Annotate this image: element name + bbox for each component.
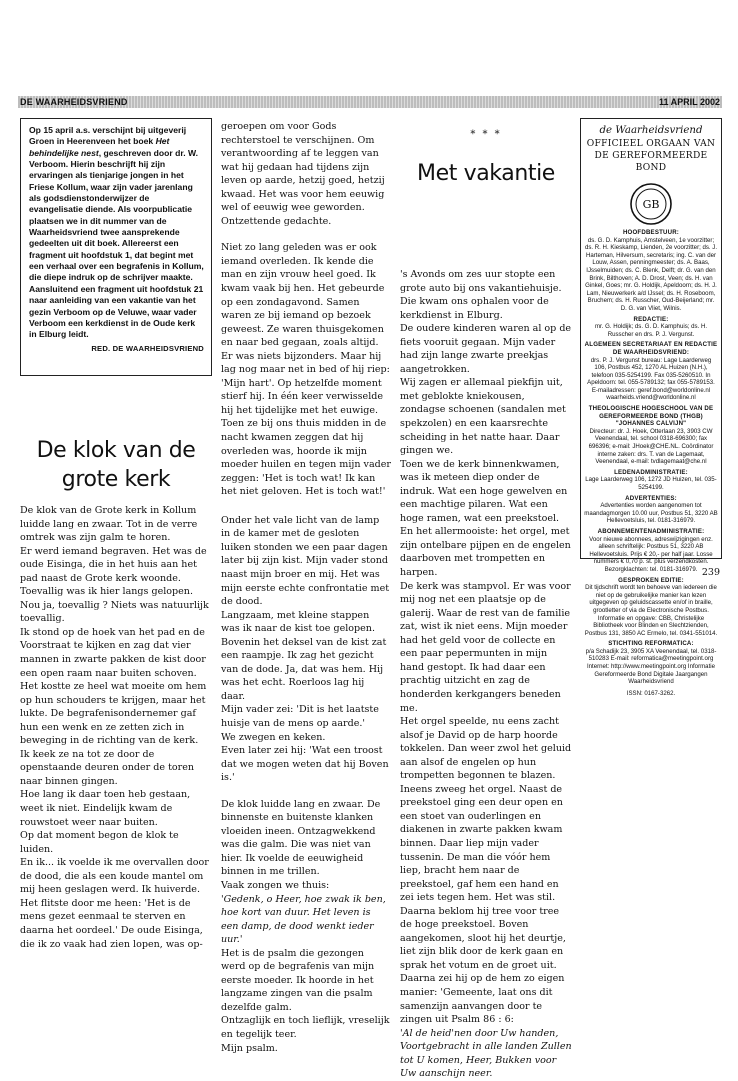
masthead-text: Advertenties worden aangenomen tot maandagmorgen 10.00 uur, Postbus 51, 3220 AB Hellevoetsluis, tel. 0181-316979.	[584, 502, 718, 525]
issue-date: 11 APRIL 2002	[658, 97, 720, 107]
masthead-heading: THEOLOGISCHE HOGESCHOOL VAN DE GEREFORMEERDE BOND (THGB) "JOHANNES CALVIJN"	[588, 405, 714, 428]
masthead-heading: ADVERTENTIES:	[625, 494, 677, 502]
paragraph: Daarna zei hij op de hem zo eigen manier: 'Gemeente, laat ons dit samenzijn aanvangen door te zingen uit Psalm 86 : 6:	[400, 973, 565, 1026]
article2-column	[400, 268, 572, 1081]
paragraph: Er werd iemand begraven. Het was de oude Eisinga, die in het huis aan het pad naast de Grote kerk woonde. Toevallig was ik hier langs gelopen. Nou ja, toevallig ? Niets was natuurlijk toevallig.	[20, 545, 209, 625]
paragraph: Het orgel speelde, nu eens zacht alsof je David op de harp hoorde tokkelen. Dan weer zwol het geluid aan alsof de engelen op hun trompetten begonnen te blazen.	[400, 716, 572, 782]
page-number: 239	[701, 567, 720, 578]
masthead-heading: ALGEMEEN SECRETARIAAT EN REDACTIE DE WAARHEIDSVRIEND:	[584, 341, 718, 356]
article1-column-2	[221, 120, 391, 1055]
intro-signature: RED. DE WAARHEIDSVRIEND	[91, 343, 204, 353]
masthead-text: Voor nieuwe abonnees, adreswijzigingen enz. alleen schriftelijk: Postbus 51, 3220 AB Hellevoetsluis. Prijs € 20,- per half jaar. Losse nummers € 0,70 p. st. plus verzendkosten. Bezorgklachten: tel. 0181-316979.	[589, 535, 713, 573]
intro-text-a: Op 15 april a.s. verschijnt bij uitgeverij Groen in Heerenveen het boek	[29, 125, 187, 147]
psalm-quote: 'Gedenk, o Heer, hoe zwak ik ben, hoe kort van duur. Het leven is een damp, de dood wenkt ieder uur.'	[221, 893, 386, 946]
issn: ISSN: 0167-3262.	[626, 689, 676, 697]
paragraph: Niet zo lang geleden was er ook iemand overleden. Ik kende die man en zijn vrouw heel goed. Ik kwam vaak bij hen. Het gebeurde op een zondagavond. Samen waren ze bij iemand op bezoek geweest. Ze waren thuisgekomen en naar bed gegaan, zoals altijd. Er was niets bijzonders. Maar hij lag nog maar net in bed of hij riep: 'Mijn hart'. Op hetzelfde moment stierf hij. In één keer verwisselde hij het tijdelijke met het euwige. Toen ze bij ons thuis midden in de nacht kwamen zeggen dat hij overleden was, hoorde ik mijn moeder huilen en tegen mijn vader zeggen: 'Het is toch wat! Ik kan het niet geloven. Het is toch wat!'	[221, 242, 391, 498]
paragraph: Het is de psalm die gezongen werd op de begrafenis van mijn eerste moeder. Ik hoorde in het langzame zingen van die psalm dezelfde galm.	[221, 947, 375, 1013]
paragraph: En ik... ik voelde ik me overvallen door de dood, die als een koude mantel om mij heen geslagen werd. Ik huiverde. Het flitste door me heen: 'Het is de mens gezet eenmaal te sterven en daarna het oordeel.' De oude Eisinga, die ik zo vaak had zien lopen, was op-	[20, 857, 209, 950]
paragraph: Mijn psalm.	[221, 1042, 278, 1054]
masthead-brand: de Waarheidsvriend	[599, 125, 703, 136]
masthead-heading: LEDENADMINISTRATIE:	[614, 468, 688, 476]
article1-column-1	[20, 504, 212, 951]
logo-letters: GB	[642, 198, 660, 211]
paragraph: Ontzaglijk en toch lieflijk, vreselijk en tegelijk teer.	[221, 1015, 390, 1040]
psalm-quote: 'Al de heid'nen door Uw handen, Voortgebracht in alle landen Zullen tot U komen, Heer, Bukken voor Uw aanschijn neer.	[400, 1027, 572, 1080]
gereformeerde-bond-logo-icon	[629, 182, 673, 226]
paragraph: Langzaam, met kleine stappen was ik naar de kist toe gelopen. Bovenin het deksel van de kist zat een raampje. Ik zag het gezicht van de dode. Ja, dat was hem. Hij was het echt. Roerloos lag hij daar.	[221, 609, 387, 702]
intro-text	[29, 125, 204, 341]
intro-book-title: Het behindelijke nest	[29, 136, 170, 158]
intro-text-b: , geschreven door dr. W. Verboom. Hierin beschrijft hij zijn ervaringen als tienjarige jongen in het Friese Kollum, waar zijn vader jarenlang als godsdienstonderwijzer de evangelisatie diende. Als voorpublicatie plaatsen we in dit nummer van de Waarheidsvriend twee aansprekende gedeelten uit dit boek. Allereerst een fragment uit hoofdstuk 1, dat begint met een verhaal over een begrafenis in Kollum, die diepe indruk op de schrijver maakte. Aansluitend een fragment uit hoofdstuk 21 naar aanleiding van een vakantie van het gezin Verboom op de Veluwe, waar vader Verboom een kerkdienst in de Oude kerk in Elburg leidt.	[29, 147, 204, 340]
paragraph-spacer	[221, 785, 391, 798]
paragraph: De klok luidde lang en zwaar. De binnenste en buitenste klanken vloeiden ineen. Ontzagwekkend was die galm. Die was niet van hier. Ik voelde de eeuwigheid binnen in me trillen.	[221, 798, 381, 878]
paragraph: We zwegen en keken.	[221, 731, 326, 743]
article-title-vakantie: Met vakantie	[417, 161, 555, 186]
paragraph: Op dat moment begon de klok te luiden.	[20, 830, 179, 855]
masthead-text: ds. G. D. Kamphuis, Amstelveen, 1e voorzitter; ds. R. H. Kieskamp, Lienden, 2e voorzitter; ds. J. Harteman, Hilversum, secretaris; ing. C. van der Louw, Assen, penningmeester; ds. A. Baas, IJsselmuiden; ds. C. Blenk, Delft; dr. G. van den Brink, Bilthoven; A. D. Drost, Veen; ds. H. van Ginkel, Goes; mr. G. Holdijk, Apeldoorn; ds. H. J. Lam, Nieuwerkerk a/d IJssel; ds. H. Roseboom, Bruchem; ds. H. Russcher, Oud-Beijerland; mr. D. G. van Vliet, Wilnis.	[584, 236, 718, 312]
masthead-heading: REDACTIE:	[633, 315, 669, 323]
intro-box	[20, 118, 212, 376]
paragraph: Vaak zongen we thuis:	[221, 879, 330, 891]
paragraph: Ik keek ze na tot ze door de openstaande deuren onder de toren naar binnen gingen.	[20, 748, 195, 787]
paragraph-spacer	[221, 228, 391, 241]
article-title-klok: De klok van de grote kerk	[36, 438, 196, 492]
masthead-heading: HOOFDBESTUUR:	[622, 229, 680, 236]
masthead-text: drs. P. J. Vergunst bureau: Lage Laarderweg 106, Postbus 452, 1270 AL Huizen (N.H.), telefoon 035-5254199. Fax 035-5260510. In Apeldoorn: tel. 055-5789132; fax 055-5789153. E-mailadressen: geref.bond@worldonline.nl waarheids.vriend@worldonline.nl	[587, 356, 715, 402]
paragraph: Toen we de kerk binnenkwamen, was ik meteen diep onder de indruk. Wat een hoge gewelven en een machtige pilaren. Wat een hoge ramen, wat een preekstoel. En het allermooiste: het orgel, met zijn ontelbare pijpen en de engelen daarboven met trompetten en harpen.	[400, 458, 571, 579]
masthead-heading: ABONNEMENTENADMINISTRATIE:	[597, 527, 705, 535]
paragraph: Wij zagen er allemaal piekfijn uit, met geblokte kniekousen, zondagse schoenen (sandalen met spekzolen) en een kaarsrechte scheiding in het natte haar. Daar gingen we.	[400, 377, 566, 457]
paragraph: De klok van de Grote kerk in Kollum luidde lang en zwaar. Tot in de verre omtrek was zijn galm te horen.	[20, 505, 198, 544]
paragraph: 's Avonds om zes uur stopte een grote auto bij ons vakantiehuisje. Die kwam ons ophalen voor de kerkdienst in Elburg.	[400, 269, 562, 321]
masthead-organisation: OFFICIEEL ORGAAN VAN DE GEREFORMEERDE BOND	[586, 139, 716, 173]
paragraph: Onder het vale licht van de lamp in de kamer met de gesloten luiken stonden we een paar dagen later bij zijn kist. Mijn vader stond naast mijn broer en mij. Het was mijn eerste echte confrontatie met de dood.	[221, 514, 390, 608]
publication-name: DE WAARHEIDSVRIEND	[20, 97, 128, 107]
paragraph: Even later zei hij: 'Wat een troost dat we mogen weten dat hij Boven is.'	[221, 745, 389, 784]
paragraph: De oudere kinderen waren al op de fiets vooruit gegaan. Mijn vader had zijn lange zwarte preekjas aangetrokken.	[400, 323, 572, 375]
masthead-text: Dit tijdschrift wordt ten behoeve van iedereen die niet op de gebruikelijke manier kan lezen uitgegeven op geluidscassette en/of in braille, grootletter of via de Electronische Postbus. Informatie en opgave: CBB, Christelijke Bibliotheek voor Blinden en Slechtzienden, Postbus 131, 3850 AC Ermelo, tel. 0341-551014.	[584, 584, 718, 637]
paragraph: Ik stond op de hoek van het pad en de Voorstraat te kijken en zag dat vier mannen in zwarte pakken de kist door een open raam naar buiten schoven. Het kostte ze heel wat moeite om hem op hun schouders te krijgen, maar het lukte. De begrafenisondernemer gaf hun een wenk en ze zetten zich in beweging in de richting van de kerk.	[20, 626, 207, 747]
masthead-text: Directeur: dr. J. Hoek, Otterlaan 23, 3903 CW Veenendaal, tel. school 0318-696300; fax 696396; e-mail: JHoek@CHE.NL. Coördinator interne zaken: drs. T. van de Lagemaat, Veenendaal, e-mail: tvdlagemaat@che.nl	[588, 427, 714, 466]
masthead-text: Lage Laarderweg 106, 1272 JD Huizen, tel. 035-5254199.	[585, 476, 717, 491]
masthead-text: mr. G. Holdijk; ds. G. D. Kamphuis; ds. H. Russcher en drs. P. J. Vergunst.	[594, 323, 708, 338]
masthead-text: p/a Schadijk 23, 3905 XA Veenendaal, tel. 0318-510283 E-mail: reformatica@meetingpoint.org Internet: http://www.meetingpoint.org Informatie Gereformeerde Bond Digitale Jaargangen Waarheidsvriend	[585, 647, 717, 686]
paragraph: Ineens zweeg het orgel. Naast de preekstoel ging een deur open en een stoet van ouderlingen en diakenen in zwarte pakken kwam binnen. Daar liep mijn vader tussenin. De man die vóór hem liep, bracht hem naar de preekstoel, gaf hem een hand en zei iets tegen hem. Het was stil. Daarna beklom hij tree voor tree de hoge preekstoel. Boven aangekomen, sloot hij het deurtje, liet zijn blik door de kerk gaan en sprak het votum en de groet uit.	[400, 783, 566, 971]
section-stars: * * *	[470, 129, 502, 140]
paragraph: De kerk was stampvol. Er was voor mij nog net een plaatsje op de galerij. Waar de rest van de familie zat, wist ik niet eens. Mijn moeder had het geld voor de collecte en een paar pepermunten in mijn hand gestopt. Ik had daar een prachtig uitzicht en zag de honderden kerkgangers beneden me.	[400, 580, 571, 714]
masthead-heading: GESPROKEN EDITIE:	[618, 576, 684, 584]
paragraph: Hoe lang ik daar toen heb gestaan, weet ik niet. Eindelijk kwam de rouwstoet weer naar buiten.	[20, 789, 191, 828]
paragraph: geroepen om voor Gods rechterstoel te verschijnen. Om verantwoording af te leggen van wat hij gedaan had tijdens zijn leven op aarde, hetzij goed, hetzij kwaad. Het was voor hem eeuwig wel of eeuwig wee geworden. Ontzettende gedachte.	[221, 121, 385, 227]
masthead-heading: STICHTING REFORMATICA:	[608, 640, 694, 648]
paragraph-spacer	[221, 499, 391, 514]
paragraph: Mijn vader zei: 'Dit is het laatste huisje van de mens op aarde.'	[221, 704, 379, 729]
